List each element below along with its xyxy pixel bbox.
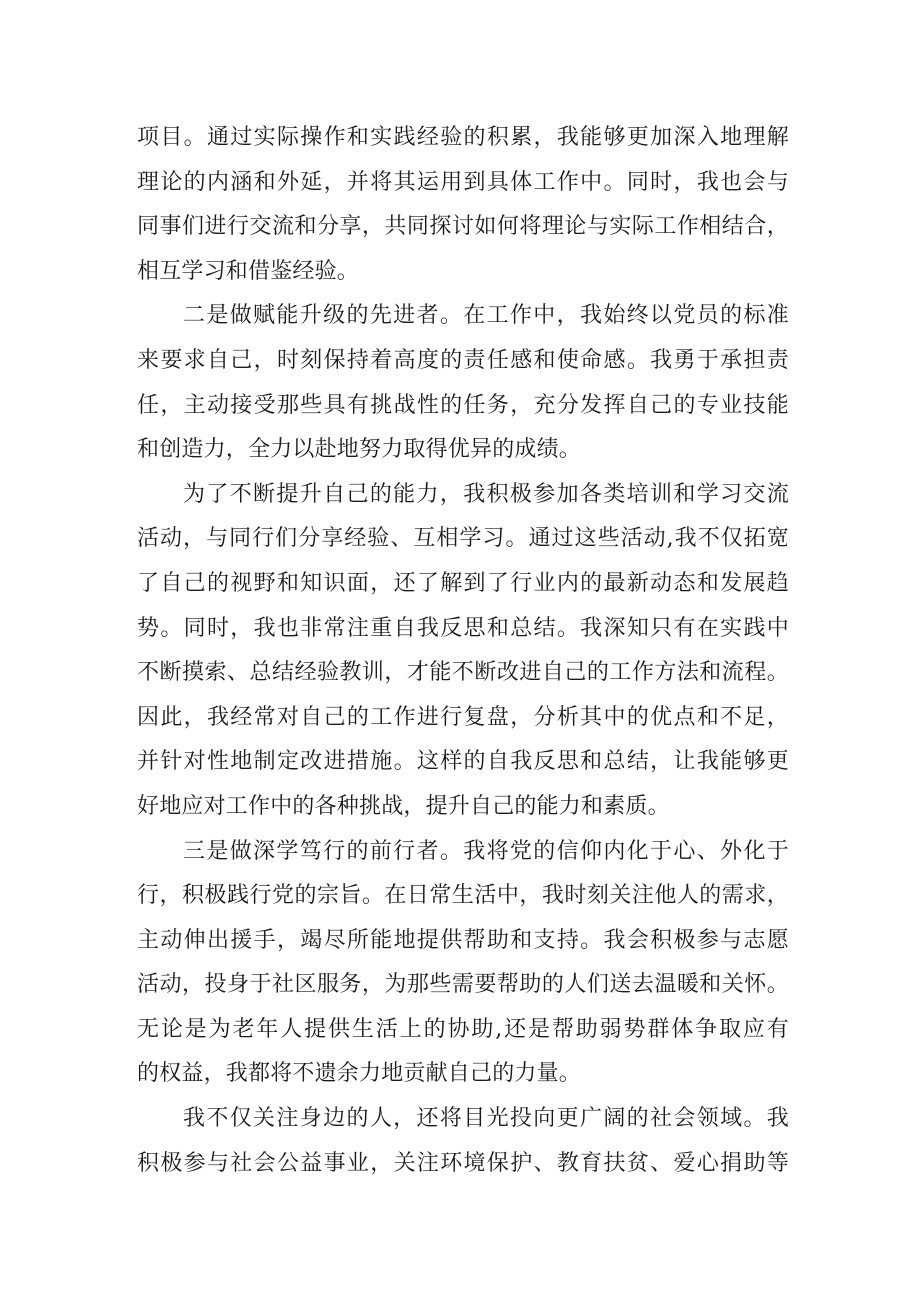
text-line: 行，积极践行党的宗旨。在日常生活中，我时刻关注他人的需求，	[137, 883, 789, 909]
paragraph-first-line: 二是做赋能升级的先进者。在工作中，我始终以党员的标准	[183, 303, 789, 329]
text-line: 项目。通过实际操作和实践经验的积累，我能够更加深入地理解	[137, 125, 789, 150]
text-line: 活动，投身于社区服务，为那些需要帮助的人们送去温暖和关怀。	[137, 972, 789, 998]
text-line: 主动伸出援手，竭尽所能地提供帮助和支持。我会积极参与志愿	[137, 927, 789, 953]
text-line: 并针对性地制定改进措施。这样的自我反思和总结，让我能够更	[137, 749, 789, 775]
text-line: 相互学习和借鉴经验。	[137, 258, 360, 284]
body-text	[137, 116, 789, 1186]
paragraph-first-line: 为了不断提升自己的能力，我积极参加各类培训和学习交流	[183, 481, 789, 507]
paragraph-first-line: 三是做深学笃行的前行者。我将党的信仰内化于心、外化于	[183, 838, 789, 864]
text-line: 任，主动接受那些具有挑战性的任务，充分发挥自己的专业技能	[137, 392, 789, 418]
text-line: 活动，与同行们分享经验、互相学习。通过这些活动,我不仅拓宽	[137, 526, 789, 552]
text-line: 同事们进行交流和分享，共同探讨如何将理论与实际工作相结合，	[137, 214, 789, 240]
text-line: 的权益，我都将不遗余力地贡献自己的力量。	[137, 1061, 582, 1087]
text-line: 无论是为老年人提供生活上的协助,还是帮助弱势群体争取应有	[137, 1016, 789, 1042]
text-line: 势。同时，我也非常注重自我反思和总结。我深知只有在实践中	[137, 615, 789, 641]
text-line: 好地应对工作中的各种挑战，提升自己的能力和素质。	[137, 793, 670, 819]
paragraph-first-line: 我不仅关注身边的人，还将目光投向更广阔的社会领域。我	[183, 1106, 789, 1132]
text-line: 和创造力，全力以赴地努力取得优异的成绩。	[137, 437, 582, 463]
text-line: 了自己的视野和知识面，还了解到了行业内的最新动态和发展趋	[137, 570, 789, 596]
text-line: 来要求自己，时刻保持着高度的责任感和使命感。我勇于承担责	[137, 347, 789, 373]
text-line: 积极参与社会公益事业，关注环境保护、教育扶贫、爱心捐助等	[137, 1150, 789, 1176]
text-line: 因此，我经常对自己的工作进行复盘，分析其中的优点和不足，	[137, 704, 789, 730]
text-line: 理论的内涵和外延，并将其运用到具体工作中。同时，我也会与	[137, 169, 789, 195]
text-line: 不断摸索、总结经验教训，才能不断改进自己的工作方法和流程。	[137, 660, 789, 686]
